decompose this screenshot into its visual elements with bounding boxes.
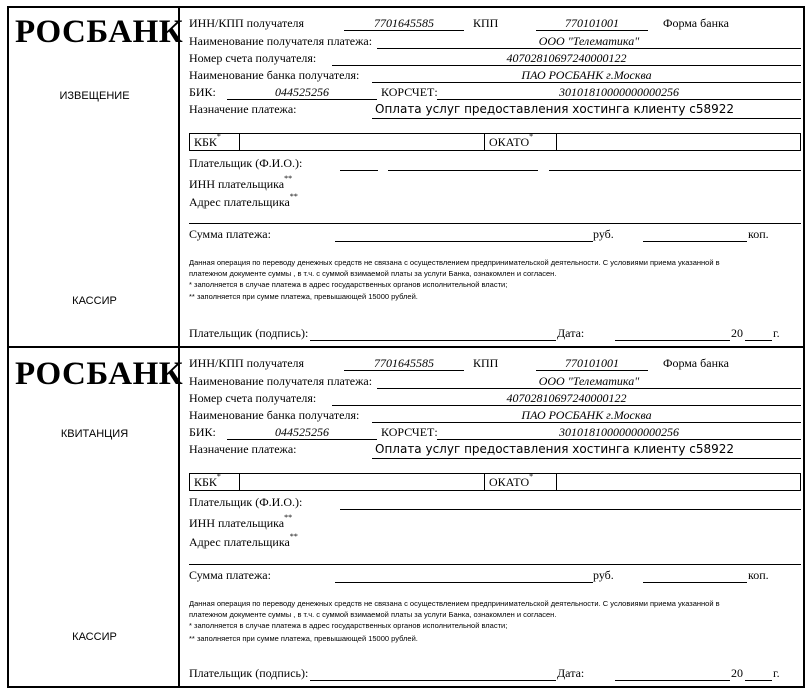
bank-name-label: Наименование банка получателя: [189, 408, 360, 422]
year-prefix: 20 [731, 666, 743, 680]
kpp-value: 770101001 [565, 356, 619, 370]
kbk-okato-box [189, 473, 801, 491]
purpose-value: Оплата услуг предоставления хостинга клиенту с58922 [375, 102, 735, 116]
kbk-label: КБК* [194, 472, 221, 489]
rub-underline [335, 241, 593, 242]
address-underline [189, 223, 801, 224]
payer-underline [340, 509, 801, 510]
payer-label: Плательщик (Ф.И.О.): [189, 495, 303, 509]
kpp-label: КПП [473, 16, 499, 30]
rub-label: руб. [593, 568, 614, 582]
receipt-title: КВИТАНЦИЯ [60, 428, 129, 440]
kop-label: коп. [748, 568, 769, 582]
payer-address-label: Адрес плательщика** [189, 192, 298, 209]
corr-underline [437, 99, 801, 100]
recipient-name-underline [377, 388, 801, 389]
receipt-form [182, 348, 803, 686]
recipient-name-value: ООО "Телематика" [538, 34, 640, 48]
note-line-4: ** заполняется при сумме платежа, превышающей 15000 рублей. [189, 634, 418, 643]
bank-form-label: Форма банка [663, 356, 729, 370]
receipt-slip [7, 346, 805, 688]
recipient-name-underline [377, 48, 801, 49]
kpp-value: 770101001 [565, 16, 619, 30]
note-line-1: Данная операция по переводу денежных средств не связана с осуществлением предпринимательской деятельности. С условиями приема указанной в [189, 258, 720, 267]
account-value: 40702810697240000122 [506, 51, 627, 65]
note-line-3: * заполняется в случае платежа в адрес государственных органов исполнительной власти; [189, 280, 508, 289]
inn-underline [344, 30, 464, 31]
notice-title: ИЗВЕЩЕНИЕ [59, 90, 130, 102]
payer-inn-label: ИНН плательщика** [189, 174, 293, 191]
bank-name-underline [372, 82, 801, 83]
rub-label: руб. [593, 227, 614, 241]
notice-left-column [9, 8, 184, 346]
note-line-3: * заполняется в случае платежа в адрес государственных органов исполнительной власти; [189, 621, 508, 630]
cashier-label: КАССИР [72, 295, 117, 307]
kop-underline [643, 582, 747, 583]
purpose-label: Назначение платежа: [189, 102, 297, 116]
bank-name-value: ПАО РОСБАНК г.Москва [521, 408, 652, 422]
bank-logo: РОСБАНК [15, 356, 184, 392]
inn-kpp-label: ИНН/КПП получателя [189, 356, 305, 370]
kop-label: коп. [748, 227, 769, 241]
corr-underline [437, 439, 801, 440]
recipient-name-label: Наименование получателя платежа: [189, 374, 373, 388]
note-line-2: платежном документе суммы , в т.ч. с суммой взимаемой платы за услуги Банка, ознакомлен и согласен. [189, 269, 557, 278]
signature-underline [310, 340, 556, 341]
date-label: Дата: [557, 326, 585, 340]
purpose-value: Оплата услуг предоставления хостинга клиенту с58922 [375, 442, 735, 456]
recipient-name-value: ООО "Телематика" [538, 374, 640, 388]
okato-label: ОКАТО* [489, 132, 534, 149]
kbk-okato-box [189, 133, 801, 151]
notice-form [182, 8, 803, 346]
purpose-underline [372, 458, 801, 459]
bank-name-label: Наименование банка получателя: [189, 68, 360, 82]
kbk-value-cell [240, 134, 485, 150]
corr-value: 30101810000000000256 [559, 425, 679, 439]
amount-label: Сумма платежа: [189, 227, 271, 241]
date-underline [615, 340, 730, 341]
account-label: Номер счета получателя: [189, 391, 317, 405]
payer-underline-1 [340, 170, 378, 171]
rub-underline [335, 582, 593, 583]
okato-label: ОКАТО* [489, 472, 534, 489]
year-suffix: г. [773, 326, 780, 340]
year-underline [745, 680, 772, 681]
bank-form-label: Форма банка [663, 16, 729, 30]
address-underline [189, 564, 801, 565]
bank-name-underline [372, 422, 801, 423]
corr-label: КОРСЧЕТ: [381, 425, 438, 439]
bik-label: БИК: [189, 425, 216, 439]
bank-name-value: ПАО РОСБАНК г.Москва [521, 68, 652, 82]
notice-slip [7, 6, 805, 346]
amount-label: Сумма платежа: [189, 568, 271, 582]
date-label: Дата: [557, 666, 585, 680]
kop-underline [643, 241, 747, 242]
cashier-label: КАССИР [72, 631, 117, 643]
bik-value: 044525256 [275, 85, 329, 99]
year-underline [745, 340, 772, 341]
payer-underline-2 [388, 170, 538, 171]
bik-underline [227, 439, 377, 440]
bik-label: БИК: [189, 85, 216, 99]
payer-inn-label: ИНН плательщика** [189, 513, 293, 530]
account-underline [332, 405, 801, 406]
inn-value: 7701645585 [374, 16, 434, 30]
kbk-label: КБК* [194, 132, 221, 149]
kbk-value-cell [240, 474, 485, 490]
bik-underline [227, 99, 377, 100]
kpp-label: КПП [473, 356, 499, 370]
date-underline [615, 680, 730, 681]
payer-address-label: Адрес плательщика** [189, 532, 298, 549]
inn-underline [344, 370, 464, 371]
inn-value: 7701645585 [374, 356, 434, 370]
bank-logo: РОСБАНК [15, 14, 184, 50]
receipt-left-column [9, 348, 184, 686]
account-underline [332, 65, 801, 66]
year-prefix: 20 [731, 326, 743, 340]
inn-kpp-label: ИНН/КПП получателя [189, 16, 305, 30]
account-value: 40702810697240000122 [506, 391, 627, 405]
signature-label: Плательщик (подпись): [189, 666, 309, 680]
recipient-name-label: Наименование получателя платежа: [189, 34, 373, 48]
payer-underline-3 [549, 170, 801, 171]
payer-label: Плательщик (Ф.И.О.): [189, 156, 303, 170]
purpose-underline [372, 118, 801, 119]
year-suffix: г. [773, 666, 780, 680]
signature-label: Плательщик (подпись): [189, 326, 309, 340]
kpp-underline [536, 30, 648, 31]
account-label: Номер счета получателя: [189, 51, 317, 65]
corr-value: 30101810000000000256 [559, 85, 679, 99]
signature-underline [310, 680, 556, 681]
purpose-label: Назначение платежа: [189, 442, 297, 456]
kpp-underline [536, 370, 648, 371]
note-line-1: Данная операция по переводу денежных средств не связана с осуществлением предпринимательской деятельности. С условиями приема указанной в [189, 599, 720, 608]
note-line-4: ** заполняется при сумме платежа, превышающей 15000 рублей. [189, 292, 418, 301]
note-line-2: платежном документе суммы , в т.ч. с суммой взимаемой платы за услуги Банка, ознакомлен и согласен. [189, 610, 557, 619]
bik-value: 044525256 [275, 425, 329, 439]
corr-label: КОРСЧЕТ: [381, 85, 438, 99]
